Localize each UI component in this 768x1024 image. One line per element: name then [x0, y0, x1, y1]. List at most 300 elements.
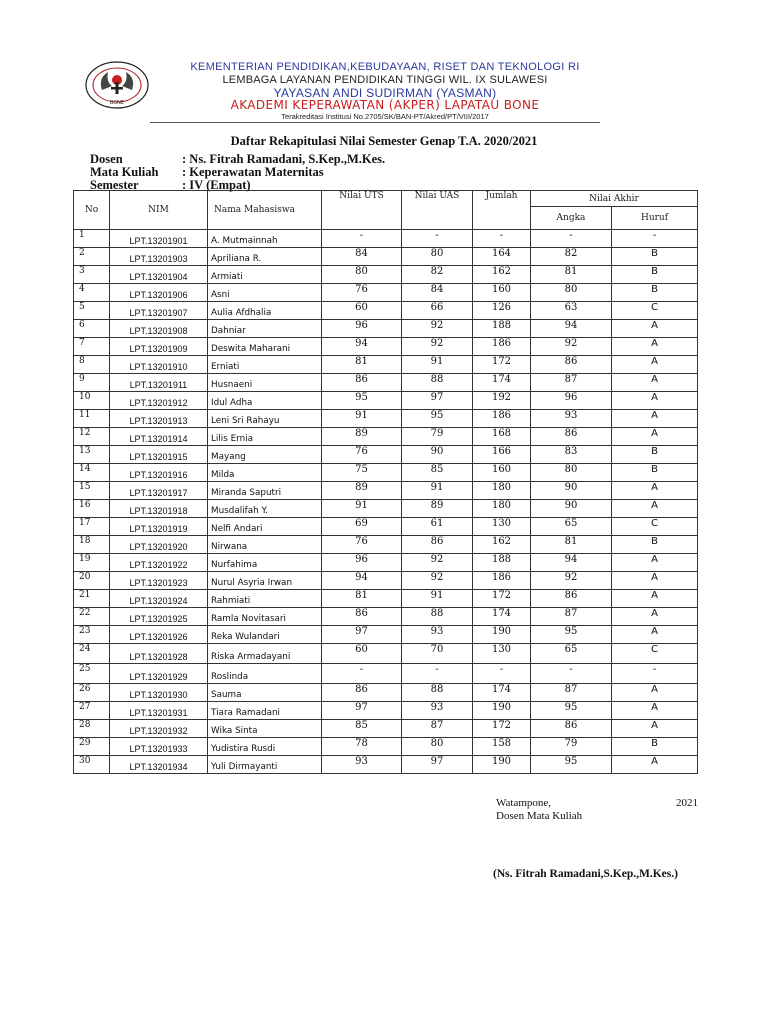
cell-nim: LPT.13201916: [110, 464, 208, 482]
table-row: [74, 248, 698, 266]
cell-angka: 86: [531, 356, 612, 374]
cell-no: 26: [74, 684, 110, 702]
header-nim: NIM: [110, 191, 208, 230]
table-row: [74, 482, 698, 500]
cell-jumlah: 130: [473, 518, 531, 536]
cell-jumlah: 180: [473, 482, 531, 500]
cell-jumlah: 174: [473, 608, 531, 626]
cell-no: 11: [74, 410, 110, 428]
cell-no: 28: [74, 720, 110, 738]
cell-angka: 92: [531, 572, 612, 590]
cell-uts: 96: [322, 320, 402, 338]
cell-no: 9: [74, 374, 110, 392]
cell-no: 16: [74, 500, 110, 518]
cell-jumlah: -: [473, 230, 531, 248]
cell-uas: 89: [402, 500, 473, 518]
cell-jumlah: 180: [473, 500, 531, 518]
cell-no: 22: [74, 608, 110, 626]
cell-nim: LPT.13201911: [110, 374, 208, 392]
signature-name: (Ns. Fitrah Ramadani,S.Kep.,M.Kes.): [493, 868, 678, 880]
cell-nama: Musdalifah Y.: [208, 500, 322, 518]
cell-no: 24: [74, 644, 110, 664]
cell-angka: 96: [531, 392, 612, 410]
cell-uts: 76: [322, 536, 402, 554]
cell-uts: 81: [322, 356, 402, 374]
cell-uts: 86: [322, 374, 402, 392]
cell-nama: Yuli Dirmayanti: [208, 756, 322, 774]
cell-angka: 94: [531, 554, 612, 572]
cell-jumlah: 172: [473, 590, 531, 608]
cell-angka: 87: [531, 608, 612, 626]
cell-huruf: A: [612, 590, 698, 608]
cell-huruf: A: [612, 554, 698, 572]
cell-no: 20: [74, 572, 110, 590]
header-agency: LEMBAGA LAYANAN PENDIDIKAN TINGGI WIL. IX SULAWESI: [222, 74, 548, 86]
cell-uas: 92: [402, 320, 473, 338]
cell-nim: LPT.13201932: [110, 720, 208, 738]
cell-nim: LPT.13201931: [110, 702, 208, 720]
cell-nama: Miranda Saputri: [208, 482, 322, 500]
cell-nim: LPT.13201930: [110, 684, 208, 702]
cell-angka: 86: [531, 590, 612, 608]
signature-year: 2021: [676, 797, 698, 809]
cell-nim: LPT.13201920: [110, 536, 208, 554]
table-row: [74, 446, 698, 464]
cell-uts: 69: [322, 518, 402, 536]
cell-uas: 92: [402, 572, 473, 590]
document-title: Daftar Rekapitulasi Nilai Semester Genap T.A. 2020/2021: [230, 134, 538, 148]
table-row: [74, 554, 698, 572]
cell-angka: 80: [531, 284, 612, 302]
cell-uts: 97: [322, 702, 402, 720]
cell-no: 21: [74, 590, 110, 608]
cell-huruf: A: [612, 608, 698, 626]
cell-jumlah: 166: [473, 446, 531, 464]
cell-jumlah: 174: [473, 684, 531, 702]
institution-logo: [84, 60, 150, 110]
table-row: [74, 320, 698, 338]
cell-huruf: A: [612, 428, 698, 446]
cell-no: 27: [74, 702, 110, 720]
cell-nim: LPT.13201928: [110, 644, 208, 664]
table-row: [74, 536, 698, 554]
cell-angka: 93: [531, 410, 612, 428]
cell-uts: 93: [322, 756, 402, 774]
table-row: [74, 590, 698, 608]
cell-huruf: A: [612, 500, 698, 518]
cell-angka: 94: [531, 320, 612, 338]
cell-nama: Nurfahima: [208, 554, 322, 572]
header-uts: Nilai UTS: [322, 191, 402, 230]
cell-huruf: B: [612, 284, 698, 302]
cell-huruf: A: [612, 374, 698, 392]
cell-jumlah: 186: [473, 410, 531, 428]
cell-no: 6: [74, 320, 110, 338]
table-row: [74, 608, 698, 626]
signature-role: Dosen Mata Kuliah: [496, 810, 583, 822]
cell-uas: 91: [402, 356, 473, 374]
cell-huruf: A: [612, 338, 698, 356]
cell-nama: Aulia Afdhalia: [208, 302, 322, 320]
cell-nim: LPT.13201926: [110, 626, 208, 644]
table-row: [74, 464, 698, 482]
cell-uts: 60: [322, 302, 402, 320]
signature-place: Watampone,: [496, 797, 552, 809]
cell-angka: 95: [531, 626, 612, 644]
cell-no: 7: [74, 338, 110, 356]
cell-no: 23: [74, 626, 110, 644]
cell-nim: LPT.13201913: [110, 410, 208, 428]
cell-no: 10: [74, 392, 110, 410]
cell-nim: LPT.13201922: [110, 554, 208, 572]
cell-jumlah: 192: [473, 392, 531, 410]
cell-uas: 88: [402, 684, 473, 702]
cell-nama: Yudistira Rusdi: [208, 738, 322, 756]
cell-jumlah: 158: [473, 738, 531, 756]
cell-nim: LPT.13201924: [110, 590, 208, 608]
cell-nim: LPT.13201919: [110, 518, 208, 536]
meta-mk-value: : Keperawatan Maternitas: [182, 165, 324, 179]
cell-nama: Wika Sinta: [208, 720, 322, 738]
table-row: [74, 410, 698, 428]
cell-angka: 87: [531, 374, 612, 392]
cell-no: 12: [74, 428, 110, 446]
header-foundation: YAYASAN ANDI SUDIRMAN (YASMAN): [273, 86, 497, 100]
header-no: No: [74, 191, 110, 230]
table-row: [74, 738, 698, 756]
cell-uts: 86: [322, 684, 402, 702]
cell-nim: LPT.13201923: [110, 572, 208, 590]
cell-huruf: B: [612, 738, 698, 756]
cell-angka: 81: [531, 536, 612, 554]
cell-nim: LPT.13201903: [110, 248, 208, 266]
cell-uts: 60: [322, 644, 402, 664]
cell-nim: LPT.13201907: [110, 302, 208, 320]
cell-uas: 80: [402, 248, 473, 266]
cell-no: 2: [74, 248, 110, 266]
cell-uts: 94: [322, 572, 402, 590]
cell-angka: 87: [531, 684, 612, 702]
cell-nim: LPT.13201915: [110, 446, 208, 464]
cell-jumlah: 186: [473, 572, 531, 590]
cell-angka: 92: [531, 338, 612, 356]
cell-huruf: A: [612, 320, 698, 338]
cell-angka: 82: [531, 248, 612, 266]
cell-uts: 97: [322, 626, 402, 644]
header-divider: [150, 122, 600, 123]
cell-nim: LPT.13201929: [110, 664, 208, 684]
cell-uts: 91: [322, 500, 402, 518]
cell-nama: Nelfi Andari: [208, 518, 322, 536]
cell-nim: LPT.13201918: [110, 500, 208, 518]
cell-jumlah: 186: [473, 338, 531, 356]
cell-no: 14: [74, 464, 110, 482]
cell-uas: 87: [402, 720, 473, 738]
cell-no: 25: [74, 664, 110, 684]
cell-jumlah: -: [473, 664, 531, 684]
cell-angka: 86: [531, 428, 612, 446]
cell-nama: A. Mutmainnah: [208, 230, 322, 248]
cell-huruf: A: [612, 756, 698, 774]
cell-angka: 65: [531, 518, 612, 536]
cell-huruf: A: [612, 702, 698, 720]
cell-nama: Lilis Ernia: [208, 428, 322, 446]
cell-angka: 63: [531, 302, 612, 320]
cell-no: 13: [74, 446, 110, 464]
table-row: [74, 284, 698, 302]
cell-uas: 97: [402, 392, 473, 410]
cell-nama: Riska Armadayani: [208, 644, 322, 664]
table-row: [74, 338, 698, 356]
cell-nama: Dahniar: [208, 320, 322, 338]
cell-uas: 91: [402, 590, 473, 608]
cell-nim: LPT.13201934: [110, 756, 208, 774]
cell-uas: -: [402, 664, 473, 684]
cell-nama: Ramla Novitasari: [208, 608, 322, 626]
table-row: [74, 644, 698, 664]
header-nama: Nama Mahasiswa: [208, 191, 322, 230]
cell-nama: Nirwana: [208, 536, 322, 554]
cell-nama: Husnaeni: [208, 374, 322, 392]
cell-nim: LPT.13201910: [110, 356, 208, 374]
table-row: [74, 356, 698, 374]
cell-uts: 89: [322, 482, 402, 500]
cell-nama: Roslinda: [208, 664, 322, 684]
cell-angka: 83: [531, 446, 612, 464]
cell-jumlah: 190: [473, 756, 531, 774]
cell-nama: Rahmiati: [208, 590, 322, 608]
cell-uas: 91: [402, 482, 473, 500]
cell-uts: 85: [322, 720, 402, 738]
cell-nama: Nurul Asyria Irwan: [208, 572, 322, 590]
table-row: [74, 572, 698, 590]
svg-text:BONE: BONE: [109, 100, 125, 106]
cell-uas: 85: [402, 464, 473, 482]
cell-huruf: B: [612, 536, 698, 554]
cell-jumlah: 188: [473, 320, 531, 338]
cell-uts: -: [322, 664, 402, 684]
cell-huruf: A: [612, 356, 698, 374]
cell-angka: -: [531, 230, 612, 248]
cell-huruf: A: [612, 392, 698, 410]
cell-nama: Erniati: [208, 356, 322, 374]
cell-jumlah: 188: [473, 554, 531, 572]
cell-angka: 86: [531, 720, 612, 738]
cell-huruf: A: [612, 684, 698, 702]
cell-no: 17: [74, 518, 110, 536]
cell-huruf: C: [612, 644, 698, 664]
cell-no: 19: [74, 554, 110, 572]
cell-no: 5: [74, 302, 110, 320]
cell-uts: 95: [322, 392, 402, 410]
cell-no: 4: [74, 284, 110, 302]
cell-uas: 92: [402, 554, 473, 572]
cell-no: 3: [74, 266, 110, 284]
meta-sem-label: Semester: [90, 178, 139, 192]
table-row: [74, 702, 698, 720]
cell-uas: 90: [402, 446, 473, 464]
cell-angka: 80: [531, 464, 612, 482]
table-row: [74, 266, 698, 284]
cell-nama: Leni Sri Rahayu: [208, 410, 322, 428]
cell-huruf: A: [612, 626, 698, 644]
cell-huruf: A: [612, 482, 698, 500]
table-row: [74, 626, 698, 644]
cell-nim: LPT.13201904: [110, 266, 208, 284]
cell-uts: 89: [322, 428, 402, 446]
cell-nama: Tiara Ramadani: [208, 702, 322, 720]
cell-nama: Apriliana R.: [208, 248, 322, 266]
cell-jumlah: 126: [473, 302, 531, 320]
header-huruf: Huruf: [612, 207, 698, 230]
cell-huruf: A: [612, 720, 698, 738]
cell-uts: 76: [322, 446, 402, 464]
cell-huruf: B: [612, 266, 698, 284]
cell-uts: 91: [322, 410, 402, 428]
cell-uas: 66: [402, 302, 473, 320]
cell-nama: Milda: [208, 464, 322, 482]
cell-nama: Reka Wulandari: [208, 626, 322, 644]
cell-nim: LPT.13201906: [110, 284, 208, 302]
cell-angka: 95: [531, 702, 612, 720]
cell-uts: 96: [322, 554, 402, 572]
cell-uts: 86: [322, 608, 402, 626]
cell-no: 30: [74, 756, 110, 774]
cell-angka: 95: [531, 756, 612, 774]
header-academy: AKADEMI KEPERAWATAN (AKPER) LAPATAU BONE: [230, 98, 540, 112]
cell-nama: Armiati: [208, 266, 322, 284]
cell-uas: 82: [402, 266, 473, 284]
cell-jumlah: 168: [473, 428, 531, 446]
cell-nama: Asni: [208, 284, 322, 302]
table-row: [74, 302, 698, 320]
cell-uts: 94: [322, 338, 402, 356]
cell-nim: LPT.13201908: [110, 320, 208, 338]
cell-jumlah: 172: [473, 356, 531, 374]
table-row: [74, 500, 698, 518]
cell-nim: LPT.13201917: [110, 482, 208, 500]
cell-huruf: -: [612, 230, 698, 248]
meta-sem-value: : IV (Empat): [182, 178, 251, 192]
table-row: [74, 428, 698, 446]
cell-huruf: B: [612, 248, 698, 266]
cell-jumlah: 160: [473, 464, 531, 482]
cell-uas: 95: [402, 410, 473, 428]
table-row: [74, 392, 698, 410]
cell-huruf: -: [612, 664, 698, 684]
table-row: [74, 684, 698, 702]
cell-huruf: A: [612, 572, 698, 590]
cell-angka: -: [531, 664, 612, 684]
cell-uas: 84: [402, 284, 473, 302]
table-row: [74, 518, 698, 536]
cell-jumlah: 162: [473, 266, 531, 284]
meta-dosen-value: : Ns. Fitrah Ramadani, S.Kep.,M.Kes.: [182, 152, 386, 166]
header-jumlah: Jumlah: [473, 191, 531, 230]
meta-dosen-label: Dosen: [90, 152, 123, 166]
cell-uts: 76: [322, 284, 402, 302]
cell-jumlah: 162: [473, 536, 531, 554]
header-uas: Nilai UAS: [402, 191, 473, 230]
cell-no: 1: [74, 230, 110, 248]
cell-uas: 79: [402, 428, 473, 446]
cell-nim: LPT.13201925: [110, 608, 208, 626]
cell-nim: LPT.13201909: [110, 338, 208, 356]
cell-no: 8: [74, 356, 110, 374]
meta-mk-label: Mata Kuliah: [90, 165, 159, 179]
cell-uts: 84: [322, 248, 402, 266]
grades-table: [73, 190, 698, 774]
table-row: [74, 374, 698, 392]
cell-huruf: C: [612, 518, 698, 536]
cell-uts: 80: [322, 266, 402, 284]
cell-jumlah: 164: [473, 248, 531, 266]
cell-nim: LPT.13201914: [110, 428, 208, 446]
cell-huruf: B: [612, 464, 698, 482]
cell-huruf: A: [612, 410, 698, 428]
cell-jumlah: 190: [473, 702, 531, 720]
cell-uts: -: [322, 230, 402, 248]
cell-nim: LPT.13201912: [110, 392, 208, 410]
cell-jumlah: 174: [473, 374, 531, 392]
cell-huruf: C: [612, 302, 698, 320]
cell-nim: LPT.13201933: [110, 738, 208, 756]
table-header-row: [74, 191, 698, 207]
table-row: [74, 230, 698, 248]
cell-uas: 86: [402, 536, 473, 554]
cell-jumlah: 160: [473, 284, 531, 302]
header-nilai-akhir: Nilai Akhir: [531, 191, 698, 207]
cell-nama: Idul Adha: [208, 392, 322, 410]
cell-uas: 70: [402, 644, 473, 664]
header-ministry: KEMENTERIAN PENDIDIKAN,KEBUDAYAAN, RISET DAN TEKNOLOGI RI: [190, 61, 580, 73]
cell-uts: 81: [322, 590, 402, 608]
cell-no: 15: [74, 482, 110, 500]
cell-jumlah: 190: [473, 626, 531, 644]
table-row: [74, 720, 698, 738]
cell-uas: 80: [402, 738, 473, 756]
cell-nama: Sauma: [208, 684, 322, 702]
cell-angka: 81: [531, 266, 612, 284]
table-row: [74, 756, 698, 774]
cell-uas: 93: [402, 702, 473, 720]
cell-uas: 88: [402, 608, 473, 626]
header-accreditation: Terakreditasi Institusi No.2705/SK/BAN-PT/Akred/PT/VIII/2017: [281, 112, 489, 121]
cell-angka: 90: [531, 500, 612, 518]
cell-uts: 75: [322, 464, 402, 482]
cell-nama: Mayang: [208, 446, 322, 464]
cell-angka: 79: [531, 738, 612, 756]
table-row: [74, 664, 698, 684]
cell-angka: 65: [531, 644, 612, 664]
cell-jumlah: 172: [473, 720, 531, 738]
cell-uas: 88: [402, 374, 473, 392]
cell-uas: 61: [402, 518, 473, 536]
cell-jumlah: 130: [473, 644, 531, 664]
cell-uas: 92: [402, 338, 473, 356]
cell-angka: 90: [531, 482, 612, 500]
header-angka: Angka: [531, 207, 612, 230]
cell-nim: LPT.13201901: [110, 230, 208, 248]
cell-nama: Deswita Maharani: [208, 338, 322, 356]
cell-uts: 78: [322, 738, 402, 756]
cell-no: 29: [74, 738, 110, 756]
cell-uas: -: [402, 230, 473, 248]
cell-uas: 97: [402, 756, 473, 774]
cell-huruf: B: [612, 446, 698, 464]
cell-uas: 93: [402, 626, 473, 644]
cell-no: 18: [74, 536, 110, 554]
